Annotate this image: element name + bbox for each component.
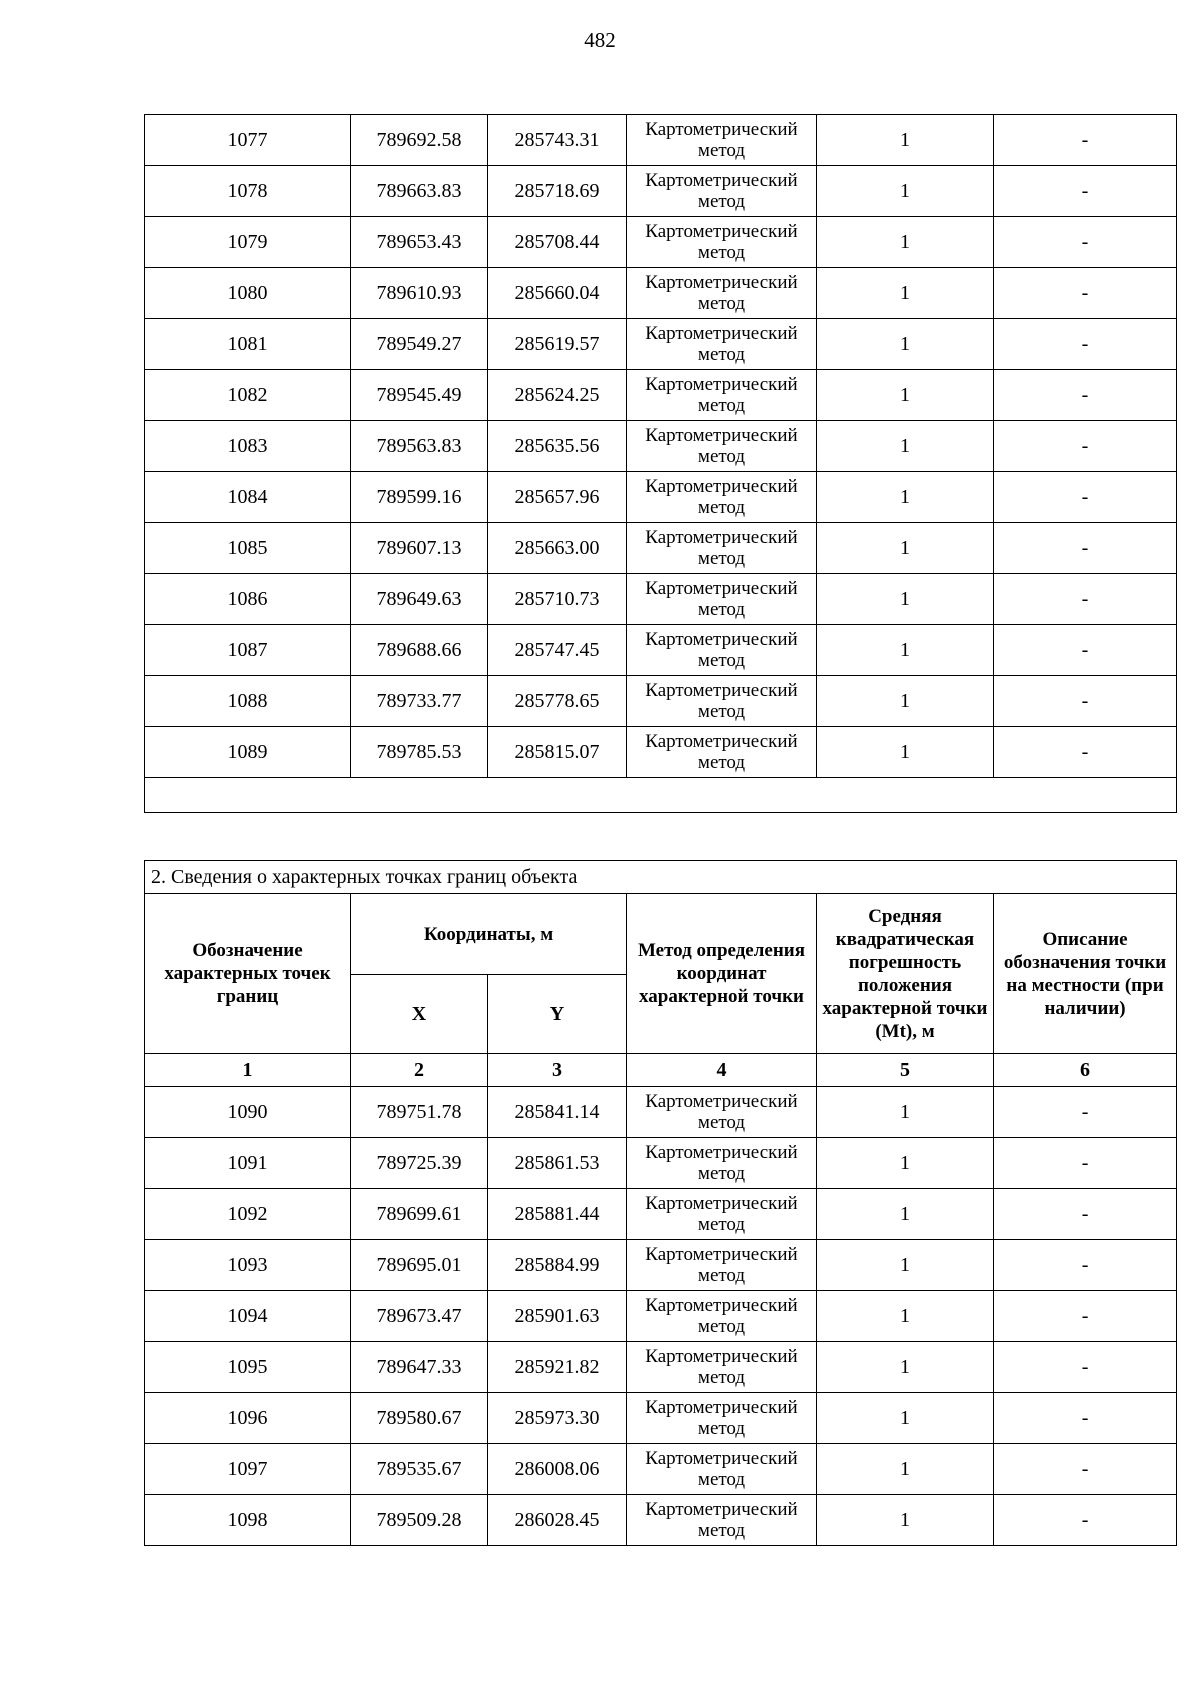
description-cell: -	[994, 1240, 1177, 1291]
table-row	[145, 217, 1177, 268]
y-coordinate-cell: 285861.53	[488, 1138, 627, 1189]
y-coordinate-cell: 286028.45	[488, 1495, 627, 1546]
x-coordinate-cell: 789549.27	[351, 319, 488, 370]
x-coordinate-cell: 789699.61	[351, 1189, 488, 1240]
table-row	[145, 319, 1177, 370]
method-cell: Картометрический метод	[627, 370, 817, 421]
description-cell: -	[994, 1393, 1177, 1444]
error-cell: 1	[817, 523, 994, 574]
description-cell: -	[994, 1444, 1177, 1495]
x-coordinate-cell: 789563.83	[351, 421, 488, 472]
header-description: Описание обозначения точки на местности (при наличии)	[994, 894, 1177, 1054]
point-id-cell: 1089	[145, 727, 351, 778]
point-id-cell: 1094	[145, 1291, 351, 1342]
error-cell: 1	[817, 1291, 994, 1342]
y-coordinate-cell: 285778.65	[488, 676, 627, 727]
section-2-points-table-body	[145, 1087, 1177, 1546]
method-cell: Картометрический метод	[627, 1495, 817, 1546]
table-row	[145, 1393, 1177, 1444]
error-cell: 1	[817, 1087, 994, 1138]
method-cell: Картометрический метод	[627, 1087, 817, 1138]
method-cell: Картометрический метод	[627, 574, 817, 625]
point-id-cell: 1080	[145, 268, 351, 319]
method-cell: Картометрический метод	[627, 268, 817, 319]
method-cell: Картометрический метод	[627, 1393, 817, 1444]
y-coordinate-cell: 285660.04	[488, 268, 627, 319]
error-cell: 1	[817, 1495, 994, 1546]
x-coordinate-cell: 789725.39	[351, 1138, 488, 1189]
method-cell: Картометрический метод	[627, 1138, 817, 1189]
table-row	[145, 1087, 1177, 1138]
description-cell: -	[994, 625, 1177, 676]
table-row	[145, 268, 1177, 319]
x-coordinate-cell: 789695.01	[351, 1240, 488, 1291]
point-id-cell: 1084	[145, 472, 351, 523]
y-coordinate-cell: 285747.45	[488, 625, 627, 676]
y-coordinate-cell: 285884.99	[488, 1240, 627, 1291]
method-cell: Картометрический метод	[627, 727, 817, 778]
page-number: 482	[584, 28, 616, 52]
y-coordinate-cell: 285635.56	[488, 421, 627, 472]
x-coordinate-cell: 789545.49	[351, 370, 488, 421]
description-cell: -	[994, 1342, 1177, 1393]
description-cell: -	[994, 1138, 1177, 1189]
points-table-continuation	[144, 114, 1177, 813]
y-coordinate-cell: 285708.44	[488, 217, 627, 268]
description-cell: -	[994, 268, 1177, 319]
point-id-cell: 1088	[145, 676, 351, 727]
method-cell: Картометрический метод	[627, 1342, 817, 1393]
table-row	[145, 574, 1177, 625]
method-cell: Картометрический метод	[627, 676, 817, 727]
description-cell: -	[994, 676, 1177, 727]
description-cell: -	[994, 523, 1177, 574]
error-cell: 1	[817, 166, 994, 217]
description-cell: -	[994, 1495, 1177, 1546]
point-id-cell: 1079	[145, 217, 351, 268]
method-cell: Картометрический метод	[627, 421, 817, 472]
point-id-cell: 1083	[145, 421, 351, 472]
point-id-cell: 1087	[145, 625, 351, 676]
point-id-cell: 1096	[145, 1393, 351, 1444]
y-coordinate-cell: 285815.07	[488, 727, 627, 778]
description-cell: -	[994, 1087, 1177, 1138]
description-cell: -	[994, 115, 1177, 166]
column-number: 5	[817, 1054, 994, 1087]
x-coordinate-cell: 789509.28	[351, 1495, 488, 1546]
header-x: X	[351, 975, 488, 1054]
y-coordinate-cell: 285743.31	[488, 115, 627, 166]
method-cell: Картометрический метод	[627, 115, 817, 166]
method-cell: Картометрический метод	[627, 319, 817, 370]
column-number: 4	[627, 1054, 817, 1087]
x-coordinate-cell: 789663.83	[351, 166, 488, 217]
header-y: Y	[488, 975, 627, 1054]
point-id-cell: 1095	[145, 1342, 351, 1393]
method-cell: Картометрический метод	[627, 472, 817, 523]
section-title: 2. Сведения о характерных точках границ объекта	[145, 861, 1177, 894]
header-error: Средняя квадратическая погрешность положения характерной точки (Mt), м	[817, 894, 994, 1054]
error-cell: 1	[817, 115, 994, 166]
description-cell: -	[994, 1291, 1177, 1342]
description-cell: -	[994, 574, 1177, 625]
column-number: 6	[994, 1054, 1177, 1087]
method-cell: Картометрический метод	[627, 217, 817, 268]
description-cell: -	[994, 1189, 1177, 1240]
method-cell: Картометрический метод	[627, 523, 817, 574]
method-cell: Картометрический метод	[627, 166, 817, 217]
error-cell: 1	[817, 1393, 994, 1444]
error-cell: 1	[817, 574, 994, 625]
table-row	[145, 625, 1177, 676]
point-id-cell: 1090	[145, 1087, 351, 1138]
x-coordinate-cell: 789751.78	[351, 1087, 488, 1138]
y-coordinate-cell: 286008.06	[488, 1444, 627, 1495]
table-row	[145, 1291, 1177, 1342]
description-cell: -	[994, 217, 1177, 268]
empty-cell	[145, 778, 1177, 813]
header-coordinates: Координаты, м	[351, 894, 627, 975]
point-id-cell: 1077	[145, 115, 351, 166]
y-coordinate-cell: 285710.73	[488, 574, 627, 625]
point-id-cell: 1085	[145, 523, 351, 574]
header-method: Метод определения координат характерной точки	[627, 894, 817, 1054]
x-coordinate-cell: 789785.53	[351, 727, 488, 778]
table-row	[145, 523, 1177, 574]
point-id-cell: 1098	[145, 1495, 351, 1546]
y-coordinate-cell: 285901.63	[488, 1291, 627, 1342]
x-coordinate-cell: 789673.47	[351, 1291, 488, 1342]
y-coordinate-cell: 285841.14	[488, 1087, 627, 1138]
error-cell: 1	[817, 1138, 994, 1189]
x-coordinate-cell: 789580.67	[351, 1393, 488, 1444]
x-coordinate-cell: 789653.43	[351, 217, 488, 268]
description-cell: -	[994, 727, 1177, 778]
error-cell: 1	[817, 421, 994, 472]
x-coordinate-cell: 789535.67	[351, 1444, 488, 1495]
x-coordinate-cell: 789610.93	[351, 268, 488, 319]
y-coordinate-cell: 285657.96	[488, 472, 627, 523]
error-cell: 1	[817, 1444, 994, 1495]
x-coordinate-cell: 789692.58	[351, 115, 488, 166]
method-cell: Картометрический метод	[627, 1189, 817, 1240]
column-number: 2	[351, 1054, 488, 1087]
point-id-cell: 1097	[145, 1444, 351, 1495]
x-coordinate-cell: 789733.77	[351, 676, 488, 727]
table-row	[145, 370, 1177, 421]
x-coordinate-cell: 789649.63	[351, 574, 488, 625]
error-cell: 1	[817, 472, 994, 523]
point-id-cell: 1091	[145, 1138, 351, 1189]
y-coordinate-cell: 285718.69	[488, 166, 627, 217]
error-cell: 1	[817, 625, 994, 676]
error-cell: 1	[817, 727, 994, 778]
error-cell: 1	[817, 676, 994, 727]
error-cell: 1	[817, 1189, 994, 1240]
table-row	[145, 166, 1177, 217]
table-row	[145, 1495, 1177, 1546]
table-row	[145, 1342, 1177, 1393]
point-id-cell: 1082	[145, 370, 351, 421]
table-row	[145, 1444, 1177, 1495]
y-coordinate-cell: 285921.82	[488, 1342, 627, 1393]
y-coordinate-cell: 285624.25	[488, 370, 627, 421]
y-coordinate-cell: 285619.57	[488, 319, 627, 370]
description-cell: -	[994, 421, 1177, 472]
header-point-designation: Обозначение характерных точек границ	[145, 894, 351, 1054]
description-cell: -	[994, 472, 1177, 523]
y-coordinate-cell: 285973.30	[488, 1393, 627, 1444]
error-cell: 1	[817, 1342, 994, 1393]
x-coordinate-cell: 789688.66	[351, 625, 488, 676]
error-cell: 1	[817, 319, 994, 370]
error-cell: 1	[817, 268, 994, 319]
point-id-cell: 1078	[145, 166, 351, 217]
table-row	[145, 727, 1177, 778]
x-coordinate-cell: 789607.13	[351, 523, 488, 574]
point-id-cell: 1093	[145, 1240, 351, 1291]
table-row	[145, 472, 1177, 523]
column-numbers-row	[145, 1054, 1177, 1087]
method-cell: Картометрический метод	[627, 625, 817, 676]
empty-row	[145, 778, 1177, 813]
table-row	[145, 1189, 1177, 1240]
table-row	[145, 1138, 1177, 1189]
x-coordinate-cell: 789599.16	[351, 472, 488, 523]
description-cell: -	[994, 166, 1177, 217]
error-cell: 1	[817, 370, 994, 421]
table-row	[145, 1240, 1177, 1291]
table-row	[145, 421, 1177, 472]
description-cell: -	[994, 370, 1177, 421]
section-2-points-table	[144, 860, 1177, 1546]
table-row	[145, 115, 1177, 166]
y-coordinate-cell: 285881.44	[488, 1189, 627, 1240]
points-table-continuation-body	[145, 115, 1177, 778]
method-cell: Картометрический метод	[627, 1291, 817, 1342]
point-id-cell: 1081	[145, 319, 351, 370]
error-cell: 1	[817, 217, 994, 268]
x-coordinate-cell: 789647.33	[351, 1342, 488, 1393]
point-id-cell: 1092	[145, 1189, 351, 1240]
table-row	[145, 676, 1177, 727]
method-cell: Картометрический метод	[627, 1444, 817, 1495]
column-number: 3	[488, 1054, 627, 1087]
error-cell: 1	[817, 1240, 994, 1291]
description-cell: -	[994, 319, 1177, 370]
method-cell: Картометрический метод	[627, 1240, 817, 1291]
y-coordinate-cell: 285663.00	[488, 523, 627, 574]
point-id-cell: 1086	[145, 574, 351, 625]
column-number: 1	[145, 1054, 351, 1087]
